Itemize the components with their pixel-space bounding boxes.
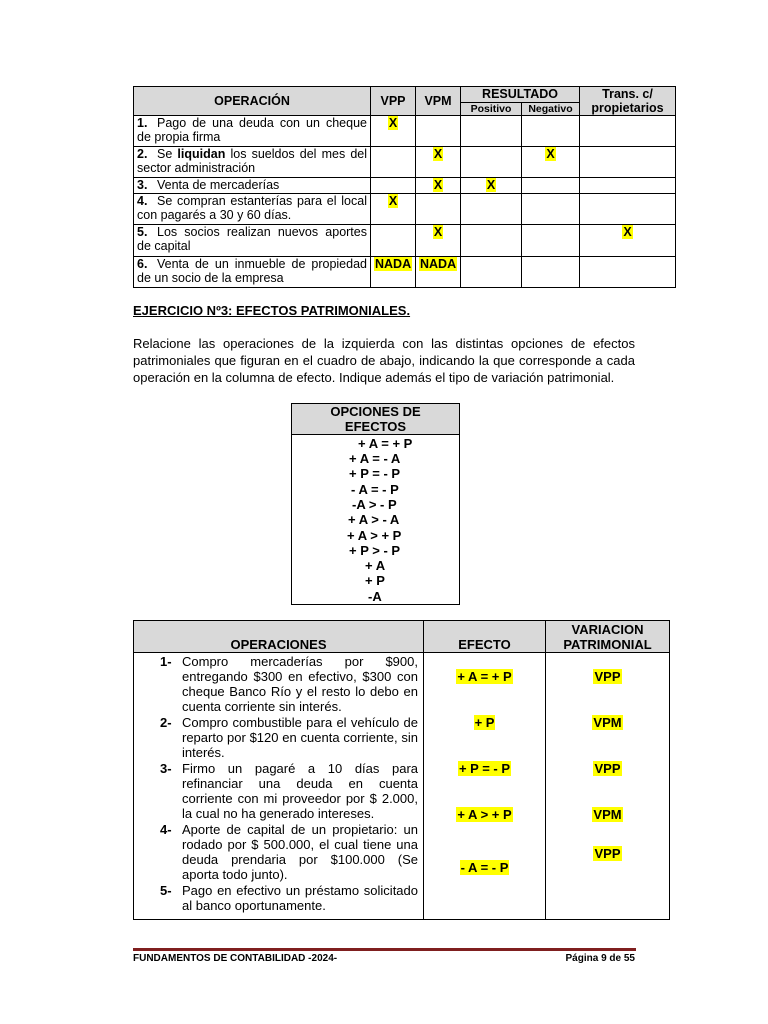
mark-positivo: X xyxy=(486,178,496,192)
header-negativo: Negativo xyxy=(522,102,580,115)
header-variacion-line1: VARIACION xyxy=(571,622,644,637)
options-header-line1: OPCIONES DE xyxy=(330,404,421,419)
header-trans-propietarios xyxy=(580,87,676,116)
operation-text: Venta de mercaderías xyxy=(157,178,280,192)
row-number: 6. xyxy=(137,257,148,271)
header-vpp: VPP xyxy=(371,87,416,116)
operation-text: Venta de un inmueble de propiedad de un socio de la empresa xyxy=(137,257,367,285)
operations-cell xyxy=(134,653,424,920)
header-efecto: EFECTO xyxy=(424,621,546,653)
table-row xyxy=(134,257,676,288)
option-item: + A > + P xyxy=(347,528,402,543)
option-item: -A xyxy=(368,589,382,604)
footer-course-title: FUNDAMENTOS DE CONTABILIDAD -2024- xyxy=(133,953,338,964)
header-operaciones: OPERACIONES xyxy=(134,621,424,653)
mark-negativo: X xyxy=(546,147,555,161)
option-item: + P = - P xyxy=(349,466,401,481)
item-number: 3- xyxy=(160,761,172,776)
mark-vpm: X xyxy=(433,147,443,161)
effect-answer: + P xyxy=(474,715,495,730)
row-number: 5. xyxy=(137,225,148,239)
footer-page-number: Página 9 de 55 xyxy=(565,953,635,964)
exercise-title: EJERCICIO Nº3: EFECTOS PATRIMONIALES. xyxy=(133,303,411,318)
item-text: Compro mercaderías por $900, entregando $300 en efectivo, $300 con cheque Banco Río y el resto lo debo en cuenta corriente sin interés. xyxy=(182,654,418,714)
item-number: 5- xyxy=(160,883,172,898)
row-number: 3. xyxy=(137,178,148,192)
effects-options-box xyxy=(291,403,460,605)
operations-effects-table xyxy=(133,620,670,920)
mark-vpp: X xyxy=(388,194,398,208)
variation-answer: VPP xyxy=(594,669,621,684)
item-number: 2- xyxy=(160,715,172,730)
variation-answer: VPP xyxy=(594,761,621,776)
variation-answer: VPM xyxy=(593,807,622,822)
header-variacion-line2: PATRIMONIAL xyxy=(563,637,652,652)
footer-divider xyxy=(133,948,636,951)
mark-vpm: X xyxy=(433,178,443,192)
option-item: + A > - A xyxy=(348,512,400,527)
item-number: 1- xyxy=(160,654,172,669)
row-number: 4. xyxy=(137,194,148,208)
effects-cell xyxy=(424,653,546,920)
effect-answer: - A = - P xyxy=(460,860,509,875)
option-item: - A = - P xyxy=(351,482,399,497)
option-item: + A xyxy=(365,558,386,573)
item-text: Aporte de capital de un propietario: un rodado por $ 500.000, el cual tiene una deuda prendaria por $100.000 (Se aporta todo junto). xyxy=(182,822,418,882)
item-number: 4- xyxy=(160,822,172,837)
variation-answer: VPM xyxy=(593,715,622,730)
list-item xyxy=(134,822,418,882)
effect-answer: + P = - P xyxy=(458,761,511,776)
table-row xyxy=(134,178,676,194)
item-text: Firmo un pagaré a 10 días para refinanciar una deuda en cuenta corriente con mi proveedor por $ 2.000, la cual no ha generado intereses. xyxy=(182,761,418,821)
row-number: 1. xyxy=(137,116,148,130)
options-header-line2: EFECTOS xyxy=(344,419,407,434)
header-trans-line2: propietarios xyxy=(591,101,664,115)
row-number: 2. xyxy=(137,147,148,161)
list-item xyxy=(134,715,418,760)
variation-answer: VPP xyxy=(594,846,621,861)
header-trans-line1: Trans. c/ xyxy=(602,87,653,101)
header-resultado: RESULTADO xyxy=(461,87,580,103)
header-operacion: OPERACIÓN xyxy=(134,87,371,116)
table-row xyxy=(134,194,676,225)
exercise-instructions: Relacione las operaciones de la izquierda con las distintas opciones de efectos patrimoniales que figuran en el cuadro de abajo, indicando la que corresponde a cada operación en la columna de efecto. Indique además el tipo de variación patrimonial. xyxy=(133,336,635,385)
mark-vpp: X xyxy=(388,116,398,130)
option-item: + P xyxy=(365,573,385,588)
header-positivo: Positivo xyxy=(461,102,522,115)
item-text: Pago en efectivo un préstamo solicitado al banco oportunamente. xyxy=(182,883,418,913)
operation-text: Se xyxy=(157,147,178,161)
effect-answer: + A > + P xyxy=(457,807,512,822)
table-row xyxy=(134,147,676,178)
operation-cell xyxy=(134,116,371,147)
option-item: + P > - P xyxy=(349,543,401,558)
header-vpm: VPM xyxy=(416,87,461,116)
mark-trans: X xyxy=(623,225,632,239)
operation-cell xyxy=(134,147,371,178)
mark-vpp: NADA xyxy=(375,257,412,271)
operation-cell xyxy=(134,257,371,288)
operation-cell xyxy=(134,194,371,225)
effects-options-header xyxy=(292,404,459,435)
option-item: + A = + P xyxy=(358,436,413,451)
operation-text: Los socios realizan nuevos aportes de capital xyxy=(137,225,367,253)
operation-text: Pago de una deuda con un cheque de propia firma xyxy=(137,116,367,144)
operations-result-table xyxy=(133,86,676,288)
list-item xyxy=(134,883,418,913)
operation-text-rest: los sueldos del mes del sector administración xyxy=(137,147,368,175)
variations-cell xyxy=(546,653,670,920)
table-row xyxy=(134,225,676,257)
mark-vpm: X xyxy=(433,225,443,239)
header-variacion-patrimonial xyxy=(546,621,670,653)
table-row xyxy=(134,116,676,147)
option-item: + A = - A xyxy=(349,451,401,466)
option-item: -A > - P xyxy=(352,497,397,512)
item-text: Compro combustible para el vehículo de reparto por $120 en cuenta corriente, sin interés. xyxy=(182,715,418,760)
operation-cell xyxy=(134,178,371,194)
operation-text-bold: liquidan xyxy=(177,147,226,161)
operation-cell xyxy=(134,225,371,257)
table-row xyxy=(134,653,670,920)
effect-answer: + A = + P xyxy=(457,669,512,684)
list-item xyxy=(134,761,418,821)
operation-text: Se compran estanterías para el local con pagarés a 30 y 60 días. xyxy=(137,194,367,222)
mark-vpm: NADA xyxy=(420,257,457,271)
list-item xyxy=(134,654,418,714)
